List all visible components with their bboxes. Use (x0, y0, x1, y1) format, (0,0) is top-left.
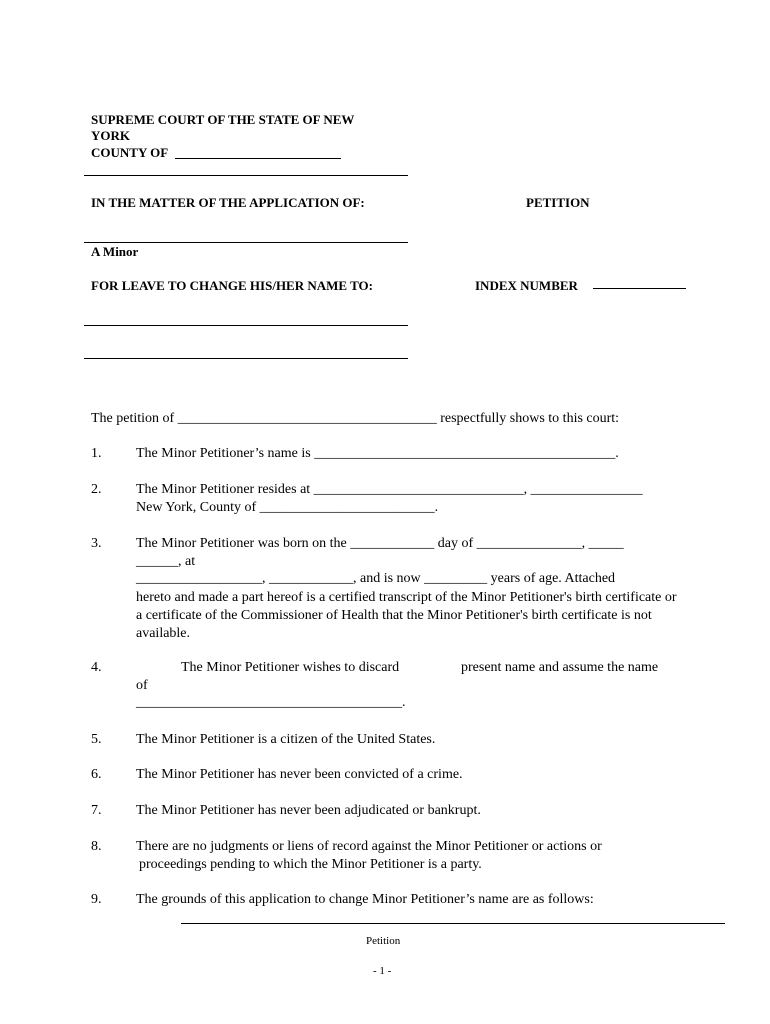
item-4-line3: ______________________________________. (136, 695, 406, 710)
item-number: 4. (91, 660, 102, 675)
applicant-name-line[interactable] (84, 242, 408, 243)
page-number: - 1 - (373, 965, 392, 977)
item-3-line1: The Minor Petitioner was born on the ____________ day of _______________, _____ (136, 536, 624, 551)
new-name-line-1[interactable] (84, 325, 408, 326)
item-8-line1: There are no judgments or liens of record against the Minor Petitioner or actions or (136, 839, 602, 854)
item-4-line1b: present name and assume the name (461, 660, 659, 675)
footer-divider (181, 923, 725, 924)
county-blank[interactable] (175, 158, 341, 159)
item-8-line2: proceedings pending to which the Minor Petitioner is a party. (139, 857, 482, 872)
county-label: COUNTY OF (91, 145, 168, 160)
item-5-text: The Minor Petitioner is a citizen of the United States. (136, 732, 436, 747)
leave-heading: FOR LEAVE TO CHANGE HIS/HER NAME TO: (91, 278, 373, 293)
item-number: 7. (91, 803, 102, 818)
item-number: 3. (91, 536, 102, 551)
index-number-label: INDEX NUMBER (475, 278, 578, 293)
petition-heading: PETITION (526, 195, 590, 210)
item-1-text: The Minor Petitioner’s name is ___________________________________________. (136, 446, 619, 461)
court-title-line2: YORK (91, 128, 130, 143)
minor-label: A Minor (91, 244, 139, 259)
item-number: 2. (91, 482, 102, 497)
item-number: 6. (91, 767, 102, 782)
item-9-text: The grounds of this application to change Minor Petitioner’s name are as follows: (136, 892, 594, 907)
item-number: 5. (91, 732, 102, 747)
item-number: 8. (91, 839, 102, 854)
matter-heading: IN THE MATTER OF THE APPLICATION OF: (91, 195, 365, 210)
petition-intro: The petition of _____________________________________ respectfully shows to this court: (91, 411, 620, 426)
item-number: 1. (91, 446, 102, 461)
footer-label: Petition (366, 935, 401, 947)
item-4-line2: of (136, 678, 148, 693)
item-3-rest: hereto and made a part hereof is a certified transcript of the Minor Petitioner's birth certificate or a certificate of the Commissioner of Health that the Minor Petitioner's birth certificate is not available. (136, 590, 677, 641)
county-line (91, 145, 341, 161)
item-2-line1: The Minor Petitioner resides at ______________________________, ________________ (136, 482, 643, 497)
item-6-text: The Minor Petitioner has never been convicted of a crime. (136, 767, 463, 782)
item-4-line1a: The Minor Petitioner wishes to discard (181, 660, 400, 675)
index-number-blank[interactable] (593, 288, 686, 289)
item-2-line2: New York, County of _________________________. (136, 500, 439, 515)
new-name-line-2[interactable] (84, 358, 408, 359)
item-3-line3: __________________, ____________, and is now _________ years of age. Attached (136, 571, 616, 586)
court-title-line1: SUPREME COURT OF THE STATE OF NEW (91, 112, 355, 127)
item-3-line2: ______, at (136, 554, 196, 569)
caption-divider-top (84, 175, 408, 176)
item-7-text: The Minor Petitioner has never been adjudicated or bankrupt. (136, 803, 481, 818)
item-number: 9. (91, 892, 102, 907)
